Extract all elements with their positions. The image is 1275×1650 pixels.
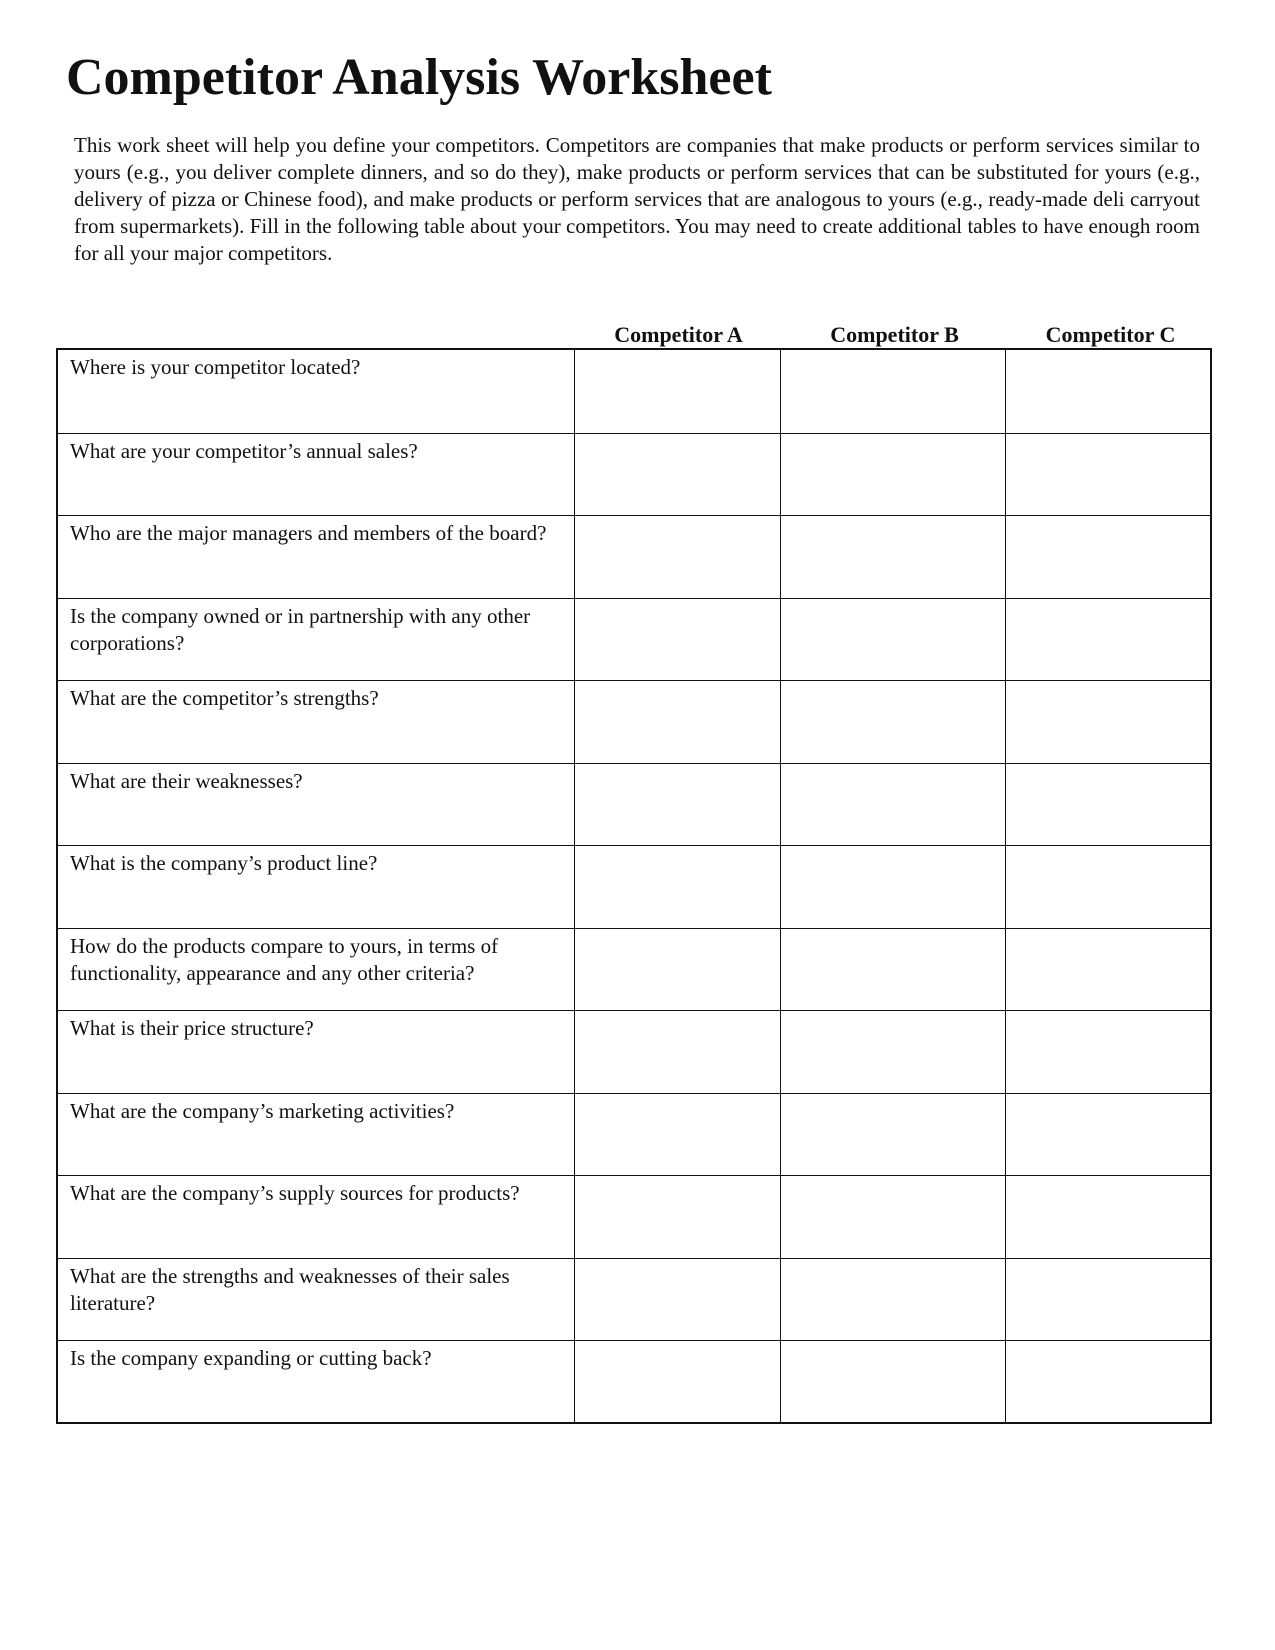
answer-cell-competitor-c[interactable] bbox=[1007, 846, 1210, 928]
question-label: Is the company owned or in partnership with any other corporations? bbox=[70, 603, 531, 655]
answer-cell-competitor-b[interactable] bbox=[782, 1341, 1005, 1423]
intro-paragraph: This work sheet will help you define your competitors. Competitors are companies that make products or perform services similar to yours (e.g., you deliver complete dinners, and so do they), make products or perform services that can be substituted for yours (e.g., delivery of pizza or Chinese food), and make products or perform services that are analogous to yours (e.g., ready-made deli carryout from supermarkets). Fill in the following table about your competitors. You may need to create additional tables to have enough room for all your major competitors. bbox=[74, 133, 1200, 265]
answer-cell-competitor-b[interactable] bbox=[782, 1011, 1005, 1093]
column-header-competitor-b: Competitor B bbox=[830, 322, 959, 347]
answer-cell-competitor-a[interactable] bbox=[576, 434, 780, 516]
answer-cell-competitor-a[interactable] bbox=[576, 516, 780, 598]
answer-cell-competitor-c[interactable] bbox=[1007, 350, 1210, 432]
question-label: Who are the major managers and members of the board? bbox=[70, 521, 547, 545]
answer-cell-competitor-b[interactable] bbox=[782, 1259, 1005, 1341]
table-row bbox=[58, 1175, 1210, 1257]
answer-cell-competitor-b[interactable] bbox=[782, 350, 1005, 432]
competitor-table bbox=[56, 348, 1212, 1424]
table-row bbox=[58, 1093, 1210, 1175]
column-header-competitor-c: Competitor C bbox=[1045, 322, 1176, 347]
answer-cell-competitor-a[interactable] bbox=[576, 1341, 780, 1423]
answer-cell-competitor-a[interactable] bbox=[576, 764, 780, 846]
table-row bbox=[58, 763, 1210, 845]
answer-cell-competitor-a[interactable] bbox=[576, 1011, 780, 1093]
answer-cell-competitor-a[interactable] bbox=[576, 599, 780, 681]
table-row bbox=[58, 433, 1210, 515]
answer-cell-competitor-a[interactable] bbox=[576, 846, 780, 928]
answer-cell-competitor-b[interactable] bbox=[782, 846, 1005, 928]
table-row bbox=[58, 515, 1210, 597]
answer-cell-competitor-a[interactable] bbox=[576, 350, 780, 432]
answer-cell-competitor-c[interactable] bbox=[1007, 929, 1210, 1011]
answer-cell-competitor-c[interactable] bbox=[1007, 681, 1210, 763]
question-label: What are the strengths and weaknesses of their sales literature? bbox=[70, 1263, 510, 1315]
table-row bbox=[58, 1258, 1210, 1340]
table-row bbox=[58, 845, 1210, 927]
question-label: What are the company’s supply sources for products? bbox=[70, 1181, 520, 1205]
answer-cell-competitor-b[interactable] bbox=[782, 929, 1005, 1011]
answer-cell-competitor-b[interactable] bbox=[782, 434, 1005, 516]
answer-cell-competitor-b[interactable] bbox=[782, 599, 1005, 681]
table-row bbox=[58, 598, 1210, 680]
column-header-competitor-a: Competitor A bbox=[614, 322, 743, 347]
answer-cell-competitor-c[interactable] bbox=[1007, 1176, 1210, 1258]
answer-cell-competitor-c[interactable] bbox=[1007, 764, 1210, 846]
question-label: What are the company’s marketing activities? bbox=[70, 1098, 455, 1123]
question-label: Where is your competitor located? bbox=[70, 355, 361, 379]
answer-cell-competitor-b[interactable] bbox=[782, 681, 1005, 763]
column-headers bbox=[0, 320, 1275, 350]
answer-cell-competitor-b[interactable] bbox=[782, 516, 1005, 598]
answer-cell-competitor-a[interactable] bbox=[576, 681, 780, 763]
table-row bbox=[58, 1340, 1210, 1422]
answer-cell-competitor-c[interactable] bbox=[1007, 1094, 1210, 1176]
answer-cell-competitor-c[interactable] bbox=[1007, 516, 1210, 598]
answer-cell-competitor-b[interactable] bbox=[782, 1176, 1005, 1258]
answer-cell-competitor-b[interactable] bbox=[782, 1094, 1005, 1176]
answer-cell-competitor-a[interactable] bbox=[576, 1259, 780, 1341]
answer-cell-competitor-a[interactable] bbox=[576, 1094, 780, 1176]
question-label: Is the company expanding or cutting back? bbox=[70, 1346, 432, 1370]
answer-cell-competitor-a[interactable] bbox=[576, 1176, 780, 1258]
answer-cell-competitor-c[interactable] bbox=[1007, 1341, 1210, 1423]
table-row bbox=[58, 350, 1210, 432]
answer-cell-competitor-c[interactable] bbox=[1007, 1011, 1210, 1093]
question-label: How do the products compare to yours, in terms of functionality, appearance and any other criteria? bbox=[70, 933, 499, 985]
question-label: What is their price structure? bbox=[70, 1016, 314, 1040]
question-label: What is the company’s product line? bbox=[70, 851, 378, 875]
page-title: Competitor Analysis Worksheet bbox=[66, 49, 772, 106]
answer-cell-competitor-c[interactable] bbox=[1007, 434, 1210, 516]
answer-cell-competitor-c[interactable] bbox=[1007, 599, 1210, 681]
answer-cell-competitor-c[interactable] bbox=[1007, 1259, 1210, 1341]
table-row bbox=[58, 1010, 1210, 1092]
question-label: What are your competitor’s annual sales? bbox=[70, 438, 418, 463]
answer-cell-competitor-a[interactable] bbox=[576, 929, 780, 1011]
table-row bbox=[58, 928, 1210, 1010]
answer-cell-competitor-b[interactable] bbox=[782, 764, 1005, 846]
table-row bbox=[58, 680, 1210, 762]
question-label: What are their weaknesses? bbox=[70, 768, 303, 793]
question-label: What are the competitor’s strengths? bbox=[70, 686, 379, 710]
